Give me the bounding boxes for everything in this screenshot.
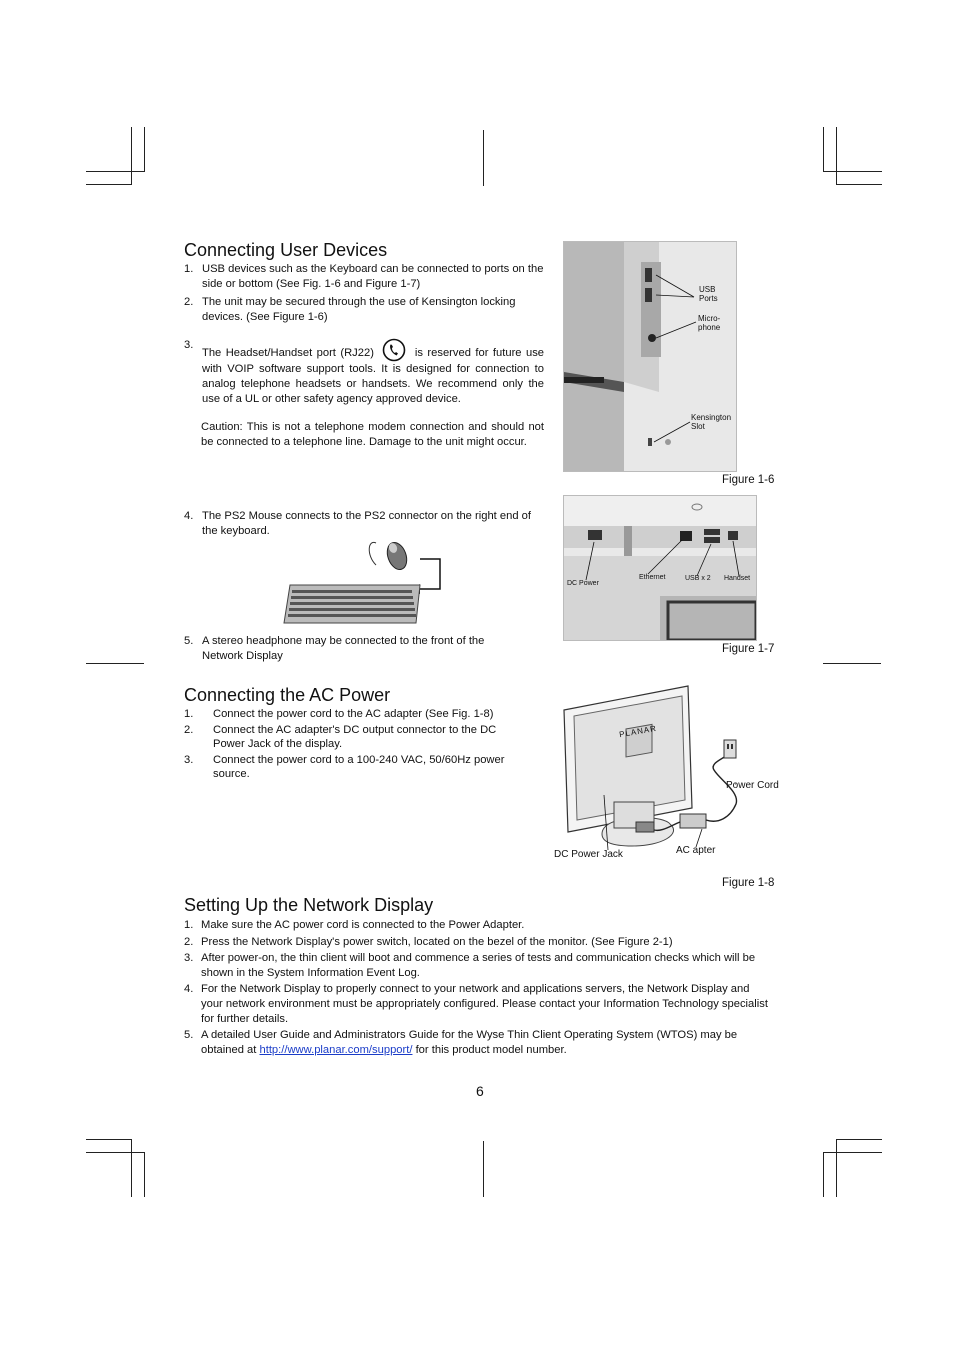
figure-1-6-side-ports-photo <box>563 241 737 472</box>
page-number: 6 <box>476 1083 484 1099</box>
section-title-connecting-user-devices: Connecting User Devices <box>184 240 388 260</box>
dc-power-label: DC Power <box>567 580 599 587</box>
handset-label: Handset <box>724 575 751 582</box>
ac-power-list <box>184 707 524 786</box>
list-item: 5. A stereo headphone may be connected to the front of the Network Display <box>184 635 485 662</box>
list-item: 4. For the Network Display to properly connect to your network and applications servers, the Network Display and your network environment must be appropriately configured. Please contact your Information Technology specialist for further details. <box>184 983 768 1025</box>
usb-x2-label: USB x 2 <box>685 575 711 582</box>
list-item: 2. Press the Network Display's power switch, located on the bezel of the monitor. (See Figure 2-1) <box>184 935 673 948</box>
figure-1-7-bottom-ports-photo <box>563 495 757 641</box>
list-item: 3. Connect the power cord to a 100-240 VAC, 50/60Hz power source. <box>184 753 505 781</box>
monitor-rear-illustration <box>552 684 784 864</box>
microphone-label: Micro- phone <box>698 314 721 332</box>
figure-1-6-caption: Figure 1-6 <box>722 474 775 486</box>
caution-note: Caution: This is not a telephone modem connection and should not be connected to a telephone line. Damage to the unit might occur. <box>201 421 544 448</box>
list-item: 2. Connect the AC adapter's DC output connector to the DC Power Jack of the display. <box>184 723 497 751</box>
list-item: 1. Connect the power cord to the AC adapter (See Fig. 1-8) <box>184 708 494 720</box>
list-item: 3. After power-on, the thin client will boot and commence a series of tests and communication checks which will be shown in the System Information Event Log. <box>184 952 756 979</box>
user-devices-list-item-5 <box>184 634 544 667</box>
list-item: 4. The PS2 Mouse connects to the PS2 connector on the right end of the keyboard. <box>184 510 531 537</box>
ac-adapter-label: AC apter <box>676 845 716 856</box>
figure-1-7-caption: Figure 1-7 <box>722 643 775 655</box>
network-display-setup-list <box>184 918 774 1061</box>
handset-icon <box>382 338 406 362</box>
list-item: 1. USB devices such as the Keyboard can be connected to ports on the side or bottom (See Fig. 1-6 and Figure 1-7) <box>184 263 544 290</box>
bottom-panel-illustration <box>564 496 756 640</box>
dc-power-jack-label: DC Power Jack <box>554 849 623 860</box>
keyboard-mouse-illustration <box>280 537 450 625</box>
planar-brand-label: PLANAR <box>618 723 658 740</box>
power-cord-label: Power Cord <box>726 780 779 791</box>
ethernet-label: Ethernet <box>639 574 666 581</box>
list-item: 1. Make sure the AC power cord is connected to the Power Adapter. <box>184 919 525 931</box>
list-item: 3. The Headset/Handset port (RJ22) is reserved for future use with VOIP software support tools. It is designed for connection to analog telephone headsets or handsets. We recommend only the use of a UL or other safety agency approved device. <box>184 339 545 405</box>
figure-1-8-caption: Figure 1-8 <box>722 877 775 889</box>
usb-ports-label: USB Ports <box>699 285 718 303</box>
user-devices-list <box>184 262 544 449</box>
side-panel-illustration <box>564 242 736 471</box>
planar-support-link[interactable]: http://www.planar.com/support/ <box>259 1043 413 1056</box>
kensington-slot-label: Kensington Slot <box>691 413 732 431</box>
section-title-setting-up-network-display: Setting Up the Network Display <box>184 895 434 915</box>
section-title-connecting-ac-power: Connecting the AC Power <box>184 685 391 705</box>
figure-1-8-ac-power-diagram <box>552 684 784 864</box>
list-item: 2. The unit may be secured through the use of Kensington locking devices. (See Figure 1-6) <box>184 296 516 323</box>
list-item: 5. A detailed User Guide and Administrators Guide for the Wyse Thin Client Operating System (WTOS) may be obtained at http://www.planar.com/support/ for this product model number. <box>184 1029 738 1056</box>
